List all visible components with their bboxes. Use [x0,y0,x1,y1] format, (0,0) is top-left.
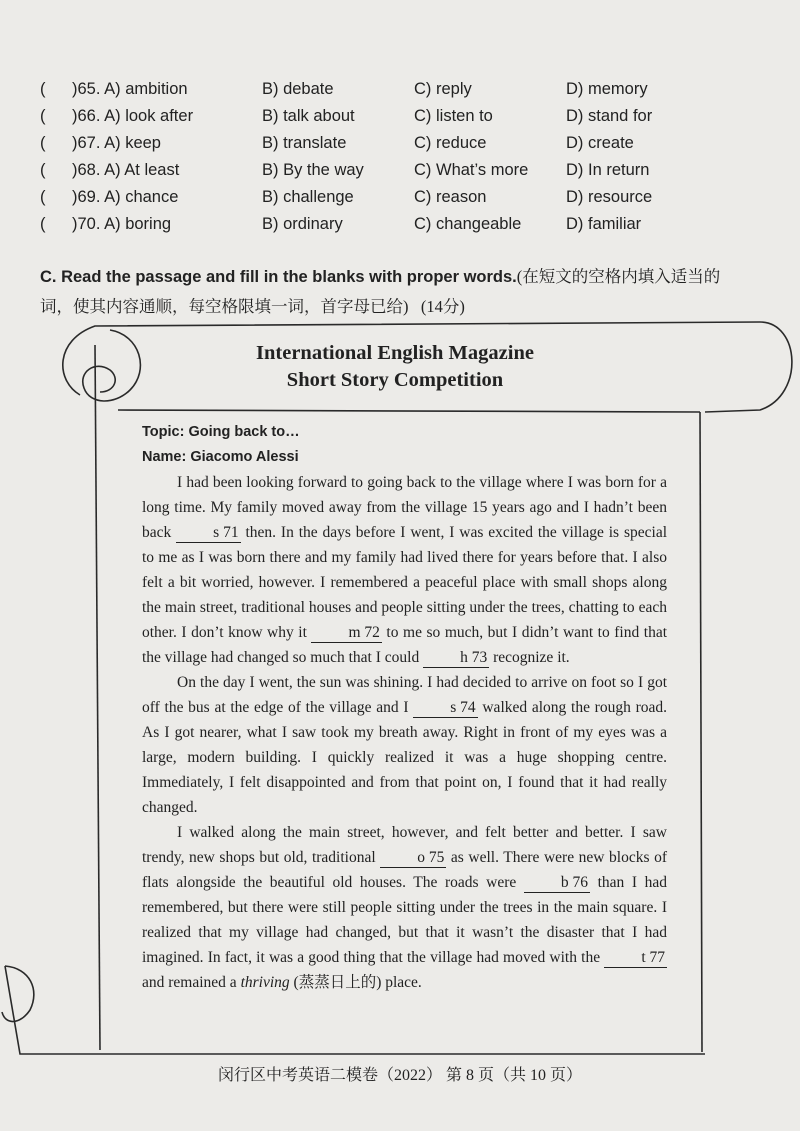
option-b: B) challenge [262,188,354,206]
answer-bracket[interactable]: ( [40,161,46,179]
option-c: C) reply [414,80,472,98]
option-b: B) debate [262,80,334,98]
paragraph-text: I walked along the main street, however, and felt better and better. I saw trendy, new shops but old, traditional [142,824,667,866]
story-topic: Topic: Going back to… [142,424,300,440]
answer-bracket[interactable]: ( [40,134,46,152]
story-passage [142,420,667,995]
blank-77[interactable]: t 77 [604,949,667,968]
option-c: C) changeable [414,215,522,233]
answer-bracket[interactable]: ( [40,188,46,206]
blank-76[interactable]: b 76 [524,874,590,893]
option-b: B) talk about [262,107,355,125]
blank-73[interactable]: h 73 [423,649,489,668]
story-author: Name: Giacomo Alessi [142,449,299,465]
blank-74[interactable]: s 74 [413,699,477,718]
option-c: C) What’s more [414,161,529,179]
answer-bracket[interactable]: ( [40,80,46,98]
option-a: )66. A) look after [72,107,194,125]
option-d: D) In return [566,161,650,179]
magazine-title-line1: International English Magazine [256,342,534,364]
paragraph-text: walked along the rough road. As I got nearer, what I saw took my breath away. Right in front of my eyes was a large, modern building. I quickly realized it was a huge shopping centre. Immediately, I felt disappointed and from that point on, I found that it had really changed. [142,699,667,816]
answer-bracket[interactable]: ( [40,215,46,233]
option-a: )69. A) chance [72,188,179,206]
section-points: (14分) [420,297,465,316]
magazine-title-line2: Short Story Competition [286,369,504,391]
paragraph-text: I had been looking forward to going back to the village where I was born for a long time. My family moved away from the village 15 years ago and I hadn’t been back [142,474,667,541]
story-paragraph [142,470,667,670]
paragraph-text: then. In the days before I went, I was excited the village is special to me as I was born there and my family had lived there for years before that. I also felt a bit worried, however. I remembered a peaceful place with small shops along the main street, traditional houses and people sitting under the trees, chatting to each other. I don’t know why it [142,524,668,641]
italic-word: thriving [240,974,290,991]
blank-71[interactable]: s 71 [176,524,240,543]
option-a: )68. A) At least [72,161,180,179]
paragraph-text: (蒸蒸日上的) place. [289,974,422,991]
story-paragraph [142,820,667,995]
paragraph-text: to me so much, but I didn’t want to find that the village had changed so much that I could [142,624,667,666]
blank-72[interactable]: m 72 [311,624,381,643]
story-paragraph [142,670,667,820]
option-d: D) stand for [566,107,653,125]
option-b: B) By the way [262,161,364,179]
option-a: )65. A) ambition [72,80,188,98]
section-instruction: (在短文的空格内填入适当的词，使其内容通顺，每空格限填一词，首字母已给) [40,267,721,316]
paragraph-text: recognize it. [489,649,570,666]
option-c: C) reason [414,188,487,206]
paragraph-text: On the day I went, the sun was shining. I had decided to arrive on foot so I got off the bus at the edge of the village and I [142,674,667,716]
blank-75[interactable]: o 75 [380,849,446,868]
option-a: )70. A) boring [72,215,172,233]
option-b: B) translate [262,134,347,152]
paragraph-text: as well. There were new blocks of flats alongside the beautiful old houses. The roads were [142,849,668,891]
option-d: D) resource [566,188,653,206]
option-c: C) listen to [414,107,493,125]
option-d: D) familiar [566,215,642,233]
option-c: C) reduce [414,134,487,152]
magazine-title [160,340,630,394]
page-footer: 闵行区中考英语二模卷（2022） 第 8 页（共 10 页） [217,1067,582,1084]
paragraph-text: than I had remembered, but there were still people sitting under the trees in the main square. I realized that my village had changed, but that it wasn’t the disaster that I had imagined. In fact, it was a good thing that the village had moved with the [142,874,667,966]
option-d: D) memory [566,80,648,98]
answer-bracket[interactable]: ( [40,107,46,125]
option-b: B) ordinary [262,215,343,233]
section-label: C. Read the passage and fill in the blanks with proper words. [40,268,517,286]
option-d: D) create [566,134,634,152]
option-a: )67. A) keep [72,134,161,152]
paragraph-text: and remained a [142,974,241,991]
